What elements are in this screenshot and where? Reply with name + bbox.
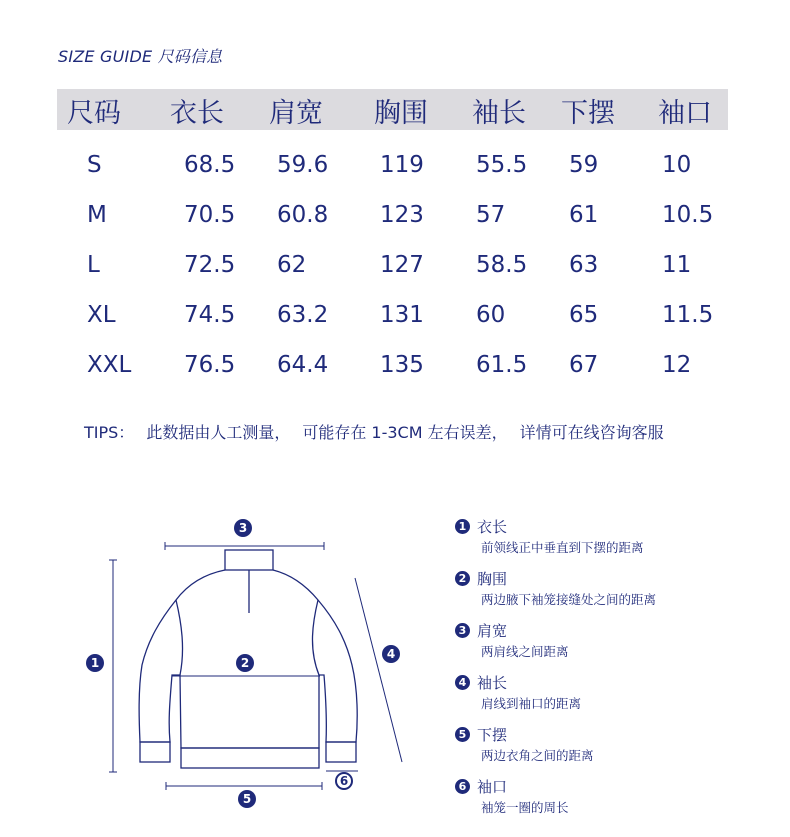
marker-4: 4 xyxy=(382,645,400,663)
cell-length: 68.5 xyxy=(184,152,236,178)
legend-name: 袖长 xyxy=(477,674,508,692)
cell-shoulder: 62 xyxy=(277,252,307,278)
marker-2: 2 xyxy=(236,654,254,672)
legend-item xyxy=(455,568,656,608)
legend-name: 衣长 xyxy=(477,518,508,536)
legend-number: 1 xyxy=(455,519,470,534)
cell-length: 74.5 xyxy=(184,302,236,328)
tips-part-2: 可能存在 1-3CM 左右误差， xyxy=(302,423,508,442)
cell-size: XXL xyxy=(87,352,132,378)
legend-description: 袖笼一圈的周长 xyxy=(481,800,569,815)
cell-cuff: 10.5 xyxy=(662,202,714,228)
cell-chest: 131 xyxy=(380,302,424,328)
cell-hem: 67 xyxy=(569,352,599,378)
marker-6: 6 xyxy=(335,772,353,790)
marker-1: 1 xyxy=(86,654,104,672)
right-cuff xyxy=(326,742,356,762)
cell-hem: 61 xyxy=(569,202,599,228)
legend-number: 6 xyxy=(455,779,470,794)
cell-sleeve: 55.5 xyxy=(476,152,528,178)
cell-cuff: 10 xyxy=(662,152,692,178)
cell-length: 70.5 xyxy=(184,202,236,228)
legend-description: 前领线正中垂直到下摆的距离 xyxy=(481,540,644,555)
tips-label: TIPS： xyxy=(84,423,135,442)
header-length: 衣长 xyxy=(170,98,224,129)
legend-name: 袖口 xyxy=(477,778,508,796)
left-armhole xyxy=(176,600,183,675)
cell-size: L xyxy=(87,252,100,278)
legend-item xyxy=(455,724,594,764)
cell-shoulder: 64.4 xyxy=(277,352,329,378)
page-title: SIZE GUIDE 尺码信息 xyxy=(58,47,223,66)
cell-hem: 65 xyxy=(569,302,599,328)
legend-item xyxy=(455,516,644,556)
tips-part-3: 详情可在线咨询客服 xyxy=(519,423,664,442)
cell-shoulder: 63.2 xyxy=(277,302,329,328)
cell-chest: 119 xyxy=(380,152,424,178)
legend-number: 2 xyxy=(455,571,470,586)
cell-shoulder: 59.6 xyxy=(277,152,329,178)
header-shoulder: 肩宽 xyxy=(269,98,323,129)
tips-part-1: 此数据由人工测量， xyxy=(146,423,291,442)
hem-band xyxy=(181,748,319,768)
sleeve-guide xyxy=(355,578,402,762)
cell-sleeve: 57 xyxy=(476,202,506,228)
legend-item xyxy=(455,620,569,660)
header-chest: 胸围 xyxy=(374,98,428,129)
cell-chest: 127 xyxy=(380,252,424,278)
legend-name: 胸围 xyxy=(477,570,508,588)
header-size: 尺码 xyxy=(67,98,121,129)
marker-3: 3 xyxy=(234,519,252,537)
cell-size: M xyxy=(87,202,107,228)
cell-size: XL xyxy=(87,302,116,328)
collar-shape xyxy=(225,550,273,570)
legend-number: 5 xyxy=(455,727,470,742)
cell-chest: 123 xyxy=(380,202,424,228)
legend-description: 肩线到袖口的距离 xyxy=(481,696,582,711)
cell-sleeve: 61.5 xyxy=(476,352,528,378)
header-cuff: 袖口 xyxy=(658,98,712,129)
cell-hem: 63 xyxy=(569,252,599,278)
legend-number: 4 xyxy=(455,675,470,690)
cell-chest: 135 xyxy=(380,352,424,378)
cell-hem: 59 xyxy=(569,152,599,178)
right-armhole xyxy=(312,600,319,675)
legend-item xyxy=(455,672,581,712)
cell-cuff: 12 xyxy=(662,352,692,378)
header-hem: 下摆 xyxy=(561,98,615,129)
cell-size: S xyxy=(87,152,102,178)
left-cuff xyxy=(140,742,170,762)
cell-length: 76.5 xyxy=(184,352,236,378)
cell-sleeve: 58.5 xyxy=(476,252,528,278)
legend-name: 肩宽 xyxy=(477,622,508,640)
legend-description: 两肩线之间距离 xyxy=(481,644,569,659)
legend-number: 3 xyxy=(455,623,470,638)
legend-name: 下摆 xyxy=(477,726,508,744)
legend-description: 两边衣角之间的距离 xyxy=(481,748,594,763)
legend-description: 两边腋下袖笼接缝处之间的距离 xyxy=(481,592,657,607)
marker-5: 5 xyxy=(238,790,256,808)
header-sleeve: 袖长 xyxy=(472,98,526,129)
cell-cuff: 11 xyxy=(662,252,692,278)
cell-shoulder: 60.8 xyxy=(277,202,329,228)
legend-item xyxy=(455,776,569,816)
cell-cuff: 11.5 xyxy=(662,302,714,328)
cell-length: 72.5 xyxy=(184,252,236,278)
cell-sleeve: 60 xyxy=(476,302,506,328)
